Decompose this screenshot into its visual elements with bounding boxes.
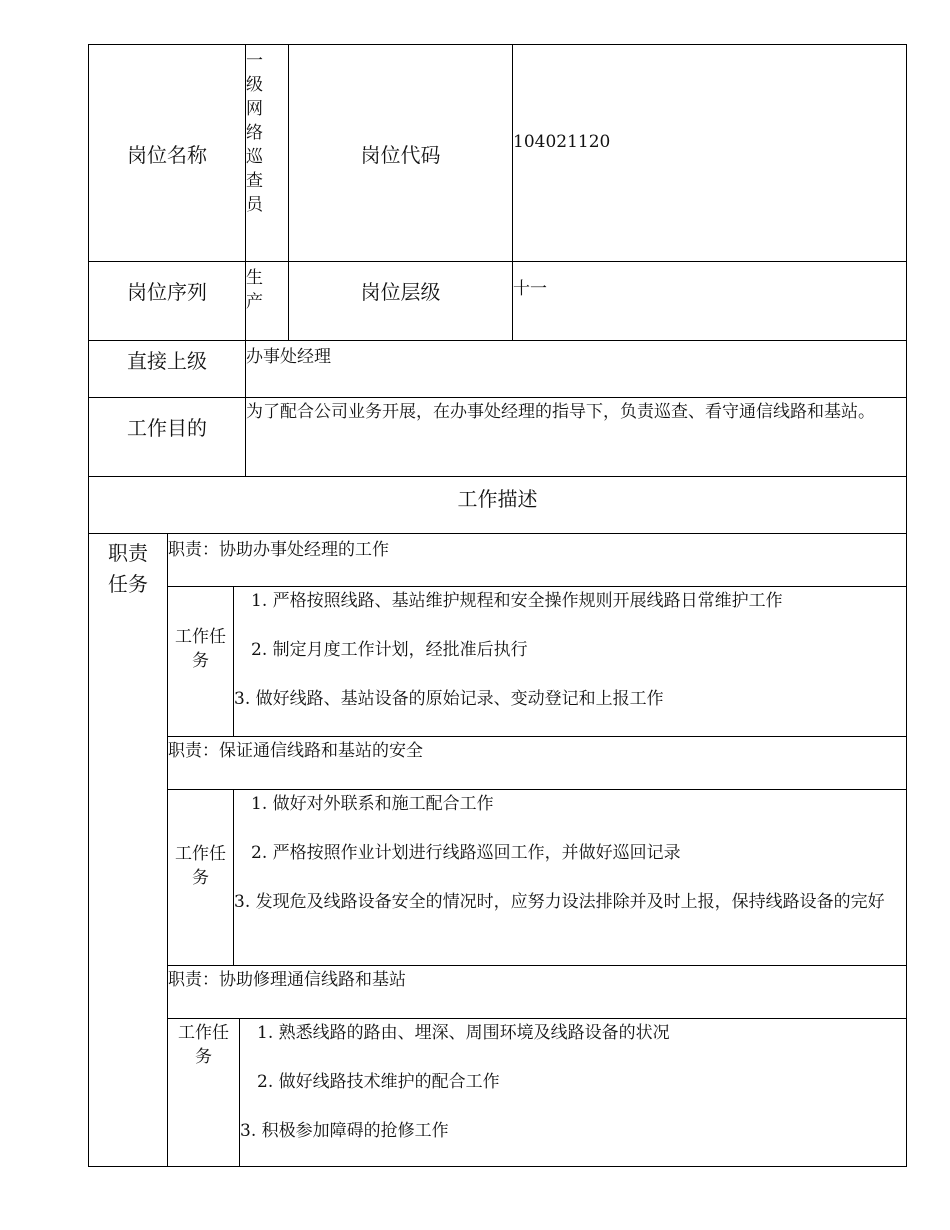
position-series-label: 岗位序列 [89, 261, 245, 340]
duty-3-task-1: 1. 熟悉线路的路由、埋深、周围环境及线路设备的状况 [257, 1023, 670, 1043]
duty-1-title: 职责：协助办事处经理的工作 [167, 533, 906, 586]
duty-2-title: 职责：保证通信线路和基站的安全 [167, 736, 906, 789]
purpose-label: 工作目的 [89, 397, 245, 476]
position-series-cell [245, 261, 288, 340]
position-name-label: 岗位名称 [127, 142, 207, 167]
duty-2-task-3: 3. 发现危及线路设备安全的情况时，应努力设法排除并及时上报，保持线路设备的完好 [234, 892, 885, 912]
duty-3-title: 职责：协助修理通信线路和基站 [167, 965, 906, 1018]
position-name-cell [245, 45, 288, 261]
duty-section-label-text: 职责任务 [108, 541, 148, 596]
duty-3-tasks [239, 1018, 906, 1166]
position-level-value: 十一 [512, 261, 906, 340]
superior-label: 直接上级 [89, 340, 245, 397]
duty-3-task-label: 工作任务 [167, 1018, 239, 1166]
duty-2-task-2: 2. 严格按照作业计划进行线路巡回工作，并做好巡回记录 [251, 843, 681, 863]
position-code-value: 104021120 [512, 45, 906, 261]
position-level-label: 岗位层级 [288, 261, 512, 340]
duty-2-tasks [233, 789, 906, 965]
duty-2-task-1: 1. 做好对外联系和施工配合工作 [251, 794, 494, 814]
duty-3-task-3: 3. 积极参加障碍的抢修工作 [240, 1121, 449, 1141]
position-code-label: 岗位代码 [288, 45, 512, 261]
superior-value: 办事处经理 [245, 340, 906, 397]
duty-1-tasks [233, 586, 906, 736]
duty-1-task-3: 3. 做好线路、基站设备的原始记录、变动登记和上报工作 [234, 689, 664, 709]
duty-section-label [89, 533, 167, 1166]
duty-1-task-label: 工作任务 [167, 586, 233, 736]
description-title: 工作描述 [89, 476, 906, 533]
purpose-value: 为了配合公司业务开展，在办事处经理的指导下，负责巡查、看守通信线路和基站。 [245, 397, 906, 476]
position-series-value: 生产 [246, 268, 263, 310]
duty-1-task-1: 1. 严格按照线路、基站维护规程和安全操作规则开展线路日常维护工作 [251, 591, 783, 611]
duty-1-task-2: 2. 制定月度工作计划，经批准后执行 [251, 640, 528, 660]
position-name-value: 一级网络巡查员 [246, 51, 263, 215]
duty-2-task-label: 工作任务 [167, 789, 233, 965]
duty-3-task-2: 2. 做好线路技术维护的配合工作 [257, 1072, 500, 1092]
job-description-table [88, 44, 907, 1167]
